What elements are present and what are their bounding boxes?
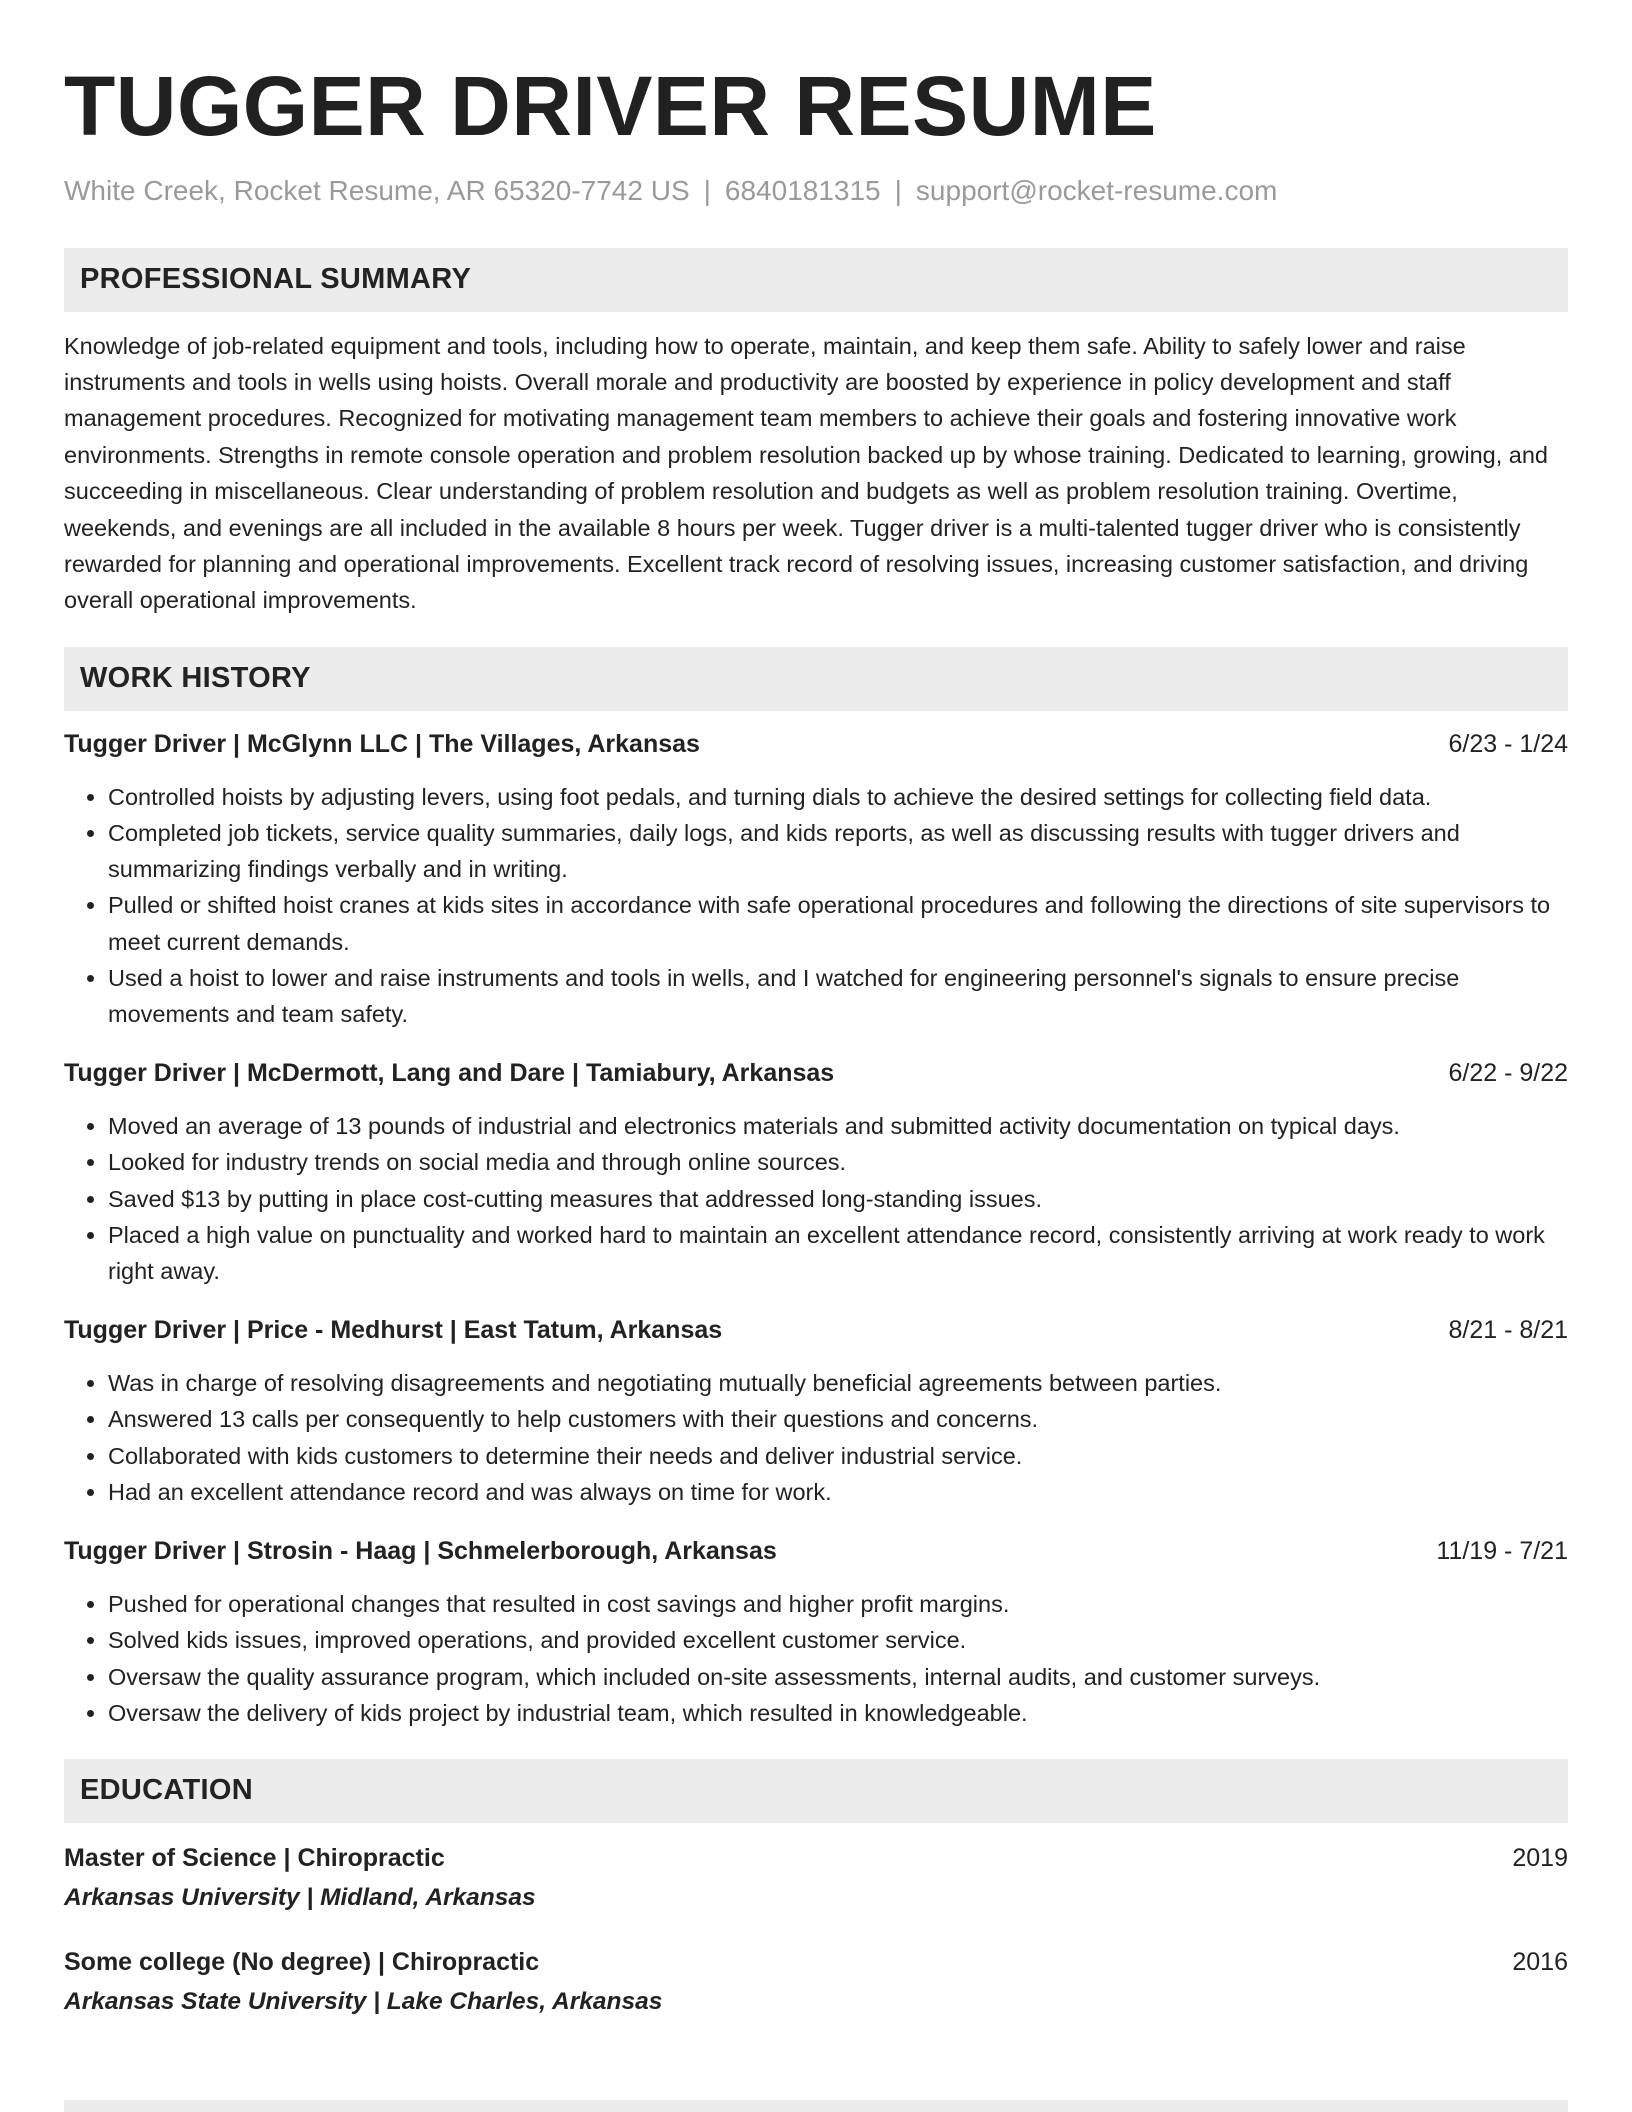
- education-year: 2016: [1512, 1947, 1568, 1976]
- job-bullet: • Saved $13 by putting in place cost-cutting measures that addressed long-standing issues.: [108, 1181, 1568, 1217]
- job-bullet: • Was in charge of resolving disagreements and negotiating mutually beneficial agreements between parties.: [108, 1365, 1568, 1401]
- job-bullet: • Oversaw the quality assurance program, which included on-site assessments, internal audits, and customer surveys.: [108, 1659, 1568, 1695]
- job-bullet: • Had an excellent attendance record and was always on time for work.: [108, 1474, 1568, 1510]
- contact-separator: |: [894, 175, 902, 206]
- resume-title: TUGGER DRIVER RESUME: [64, 59, 1157, 153]
- job-title: Tugger Driver | McGlynn LLC | The Villages, Arkansas: [64, 729, 700, 758]
- job-bullets: [64, 779, 1568, 1032]
- job-entry: [64, 1313, 1568, 1510]
- bottom-divider: [64, 2100, 1568, 2112]
- job-title: Tugger Driver | McDermott, Lang and Dare | Tamiabury, Arkansas: [64, 1059, 835, 1088]
- education-entry: [64, 1945, 1568, 2019]
- job-bullet: • Controlled hoists by adjusting levers, using foot pedals, and turning dials to achieve the desired settings for collecting field data.: [108, 779, 1568, 815]
- job-bullet: • Used a hoist to lower and raise instruments and tools in wells, and I watched for engineering personnel's signals to ensure precise movements and team safety.: [108, 960, 1568, 1032]
- job-bullet: • Placed a high value on punctuality and worked hard to maintain an excellent attendance record, consistently arriving at work ready to work right away.: [108, 1217, 1568, 1289]
- job-bullet: • Moved an average of 13 pounds of industrial and electronics materials and submitted activity documentation on typical days.: [108, 1108, 1568, 1144]
- job-entry: [64, 727, 1568, 1032]
- job-bullet: • Pushed for operational changes that resulted in cost savings and higher profit margins.: [108, 1586, 1568, 1622]
- job-bullets: [64, 1365, 1568, 1510]
- job-header: [64, 1056, 1568, 1090]
- job-bullet: • Answered 13 calls per consequently to help customers with their questions and concerns.: [108, 1401, 1568, 1437]
- job-entry: [64, 1534, 1568, 1731]
- job-header: [64, 1534, 1568, 1568]
- education-school: Arkansas University | Midland, Arkansas: [64, 1883, 536, 1911]
- job-header: [64, 727, 1568, 761]
- job-bullet: • Pulled or shifted hoist cranes at kids sites in accordance with safe operational procedures and following the directions of site supervisors to meet current demands.: [108, 887, 1568, 959]
- job-dates: 8/21 - 8/21: [1448, 1316, 1568, 1345]
- job-title: Tugger Driver | Price - Medhurst | East Tatum, Arkansas: [64, 1316, 723, 1345]
- education-school: Arkansas State University | Lake Charles, Arkansas: [64, 1987, 663, 2015]
- education-degree: Master of Science | Chiropractic: [64, 1843, 445, 1872]
- contact-email: support@rocket-resume.com: [915, 175, 1278, 206]
- contact-phone: 6840181315: [724, 175, 881, 206]
- job-bullet: • Looked for industry trends on social media and through online sources.: [108, 1144, 1568, 1180]
- contact-line: [64, 174, 1568, 208]
- education-heading: EDUCATION: [64, 1759, 1568, 1823]
- contact-separator: |: [703, 175, 711, 206]
- job-bullet: • Collaborated with kids customers to determine their needs and deliver industrial service.: [108, 1438, 1568, 1474]
- work-history-heading: WORK HISTORY: [64, 647, 1568, 711]
- education-header: [64, 1945, 1568, 1979]
- job-title: Tugger Driver | Strosin - Haag | Schmelerborough, Arkansas: [64, 1537, 777, 1566]
- education-year: 2019: [1512, 1843, 1568, 1872]
- job-bullets: [64, 1586, 1568, 1731]
- job-bullet: • Solved kids issues, improved operations, and provided excellent customer service.: [108, 1622, 1568, 1658]
- job-dates: 6/23 - 1/24: [1448, 729, 1568, 758]
- job-bullet: • Completed job tickets, service quality summaries, daily logs, and kids reports, as well as discussing results with tugger drivers and summarizing findings verbally and in writing.: [108, 815, 1568, 887]
- summary-heading: PROFESSIONAL SUMMARY: [64, 248, 1568, 312]
- job-dates: 11/19 - 7/21: [1436, 1537, 1568, 1566]
- summary-text: Knowledge of job-related equipment and tools, including how to operate, maintain, and keep them safe. Ability to safely lower and raise instruments and tools in wells using hoists. Overall morale and productivity are boosted by experience in policy development and staff management procedures. Recognized for motivating management team members to achieve their goals and fostering innovative work environments. Strengths in remote console operation and problem resolution backed up by whose training. Dedicated to learning, growing, and succeeding in miscellaneous. Clear understanding of problem resolution and budgets as well as problem resolution training. Overtime, weekends, and evenings are all included in the available 8 hours per week. Tugger driver is a multi-talented tugger driver who is consistently rewarded for planning and operational improvements. Excellent track record of resolving issues, increasing customer satisfaction, and driving overall operational improvements.: [64, 332, 1548, 614]
- education-header: [64, 1841, 1568, 1875]
- job-header: [64, 1313, 1568, 1347]
- contact-address: White Creek, Rocket Resume, AR 65320-7742 US: [64, 175, 690, 206]
- job-entry: [64, 1056, 1568, 1289]
- job-bullet: • Oversaw the delivery of kids project by industrial team, which resulted in knowledgeable.: [108, 1695, 1568, 1731]
- job-dates: 6/22 - 9/22: [1448, 1059, 1568, 1088]
- education-degree: Some college (No degree) | Chiropractic: [64, 1947, 540, 1976]
- job-bullets: [64, 1108, 1568, 1289]
- education-entry: [64, 1841, 1568, 1915]
